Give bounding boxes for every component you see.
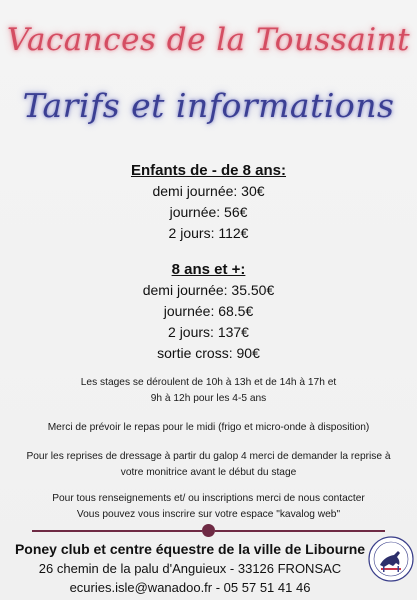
price-line: journée: 56€ bbox=[169, 204, 248, 220]
schedule-info bbox=[0, 375, 417, 406]
meal-info bbox=[0, 420, 417, 436]
contact-line: Vous pouvez vous inscrire sur votre espace "kavalog web" bbox=[76, 508, 341, 520]
price-line: journée: 68.5€ bbox=[163, 303, 254, 319]
separator-right bbox=[215, 530, 385, 532]
club-address: 26 chemin de la palu d'Anguieux - 33126 FRONSAC bbox=[38, 561, 342, 576]
children-price-group bbox=[0, 160, 417, 244]
meal-line: Merci de prévoir le repas pour le midi (frigo et micro-onde à disposition) bbox=[47, 422, 370, 433]
contact-line: Pour tous renseignements et/ ou inscriptions merci de nous contacter bbox=[52, 493, 365, 504]
poster-subtitle: Tarifs et informations bbox=[22, 86, 395, 125]
dressage-line: Pour les reprises de dressage à partir du galop 4 merci de demander la reprise à bbox=[26, 451, 391, 462]
price-line: 2 jours: 137€ bbox=[168, 324, 249, 340]
price-line: demi journée: 30€ bbox=[152, 183, 265, 199]
dressage-line: votre monitrice avant le début du stage bbox=[120, 466, 297, 478]
price-line: demi journée: 35.50€ bbox=[142, 282, 275, 298]
schedule-line: Les stages se déroulent de 10h à 13h et de 14h à 17h et bbox=[80, 377, 337, 388]
separator-left bbox=[32, 530, 202, 532]
club-logo bbox=[367, 535, 415, 583]
older-heading: 8 ans et +: bbox=[171, 261, 246, 278]
poster-title: Vacances de la Toussaint bbox=[6, 22, 411, 58]
schedule-line: 9h à 12h pour les 4-5 ans bbox=[150, 392, 267, 404]
contact-info bbox=[0, 491, 417, 522]
dressage-info bbox=[0, 449, 417, 480]
separator-dot bbox=[202, 524, 215, 537]
club-contact: ecuries.isle@wanadoo.fr - 05 57 51 41 46 bbox=[69, 580, 311, 595]
children-heading: Enfants de - de 8 ans: bbox=[130, 162, 287, 179]
horse-jumping-icon bbox=[367, 535, 415, 583]
price-line: 2 jours: 112€ bbox=[168, 225, 249, 241]
price-line: sortie cross: 90€ bbox=[157, 345, 260, 361]
club-name: Poney club et centre équestre de la ville de Libourne bbox=[14, 541, 366, 557]
older-price-group bbox=[0, 259, 417, 364]
